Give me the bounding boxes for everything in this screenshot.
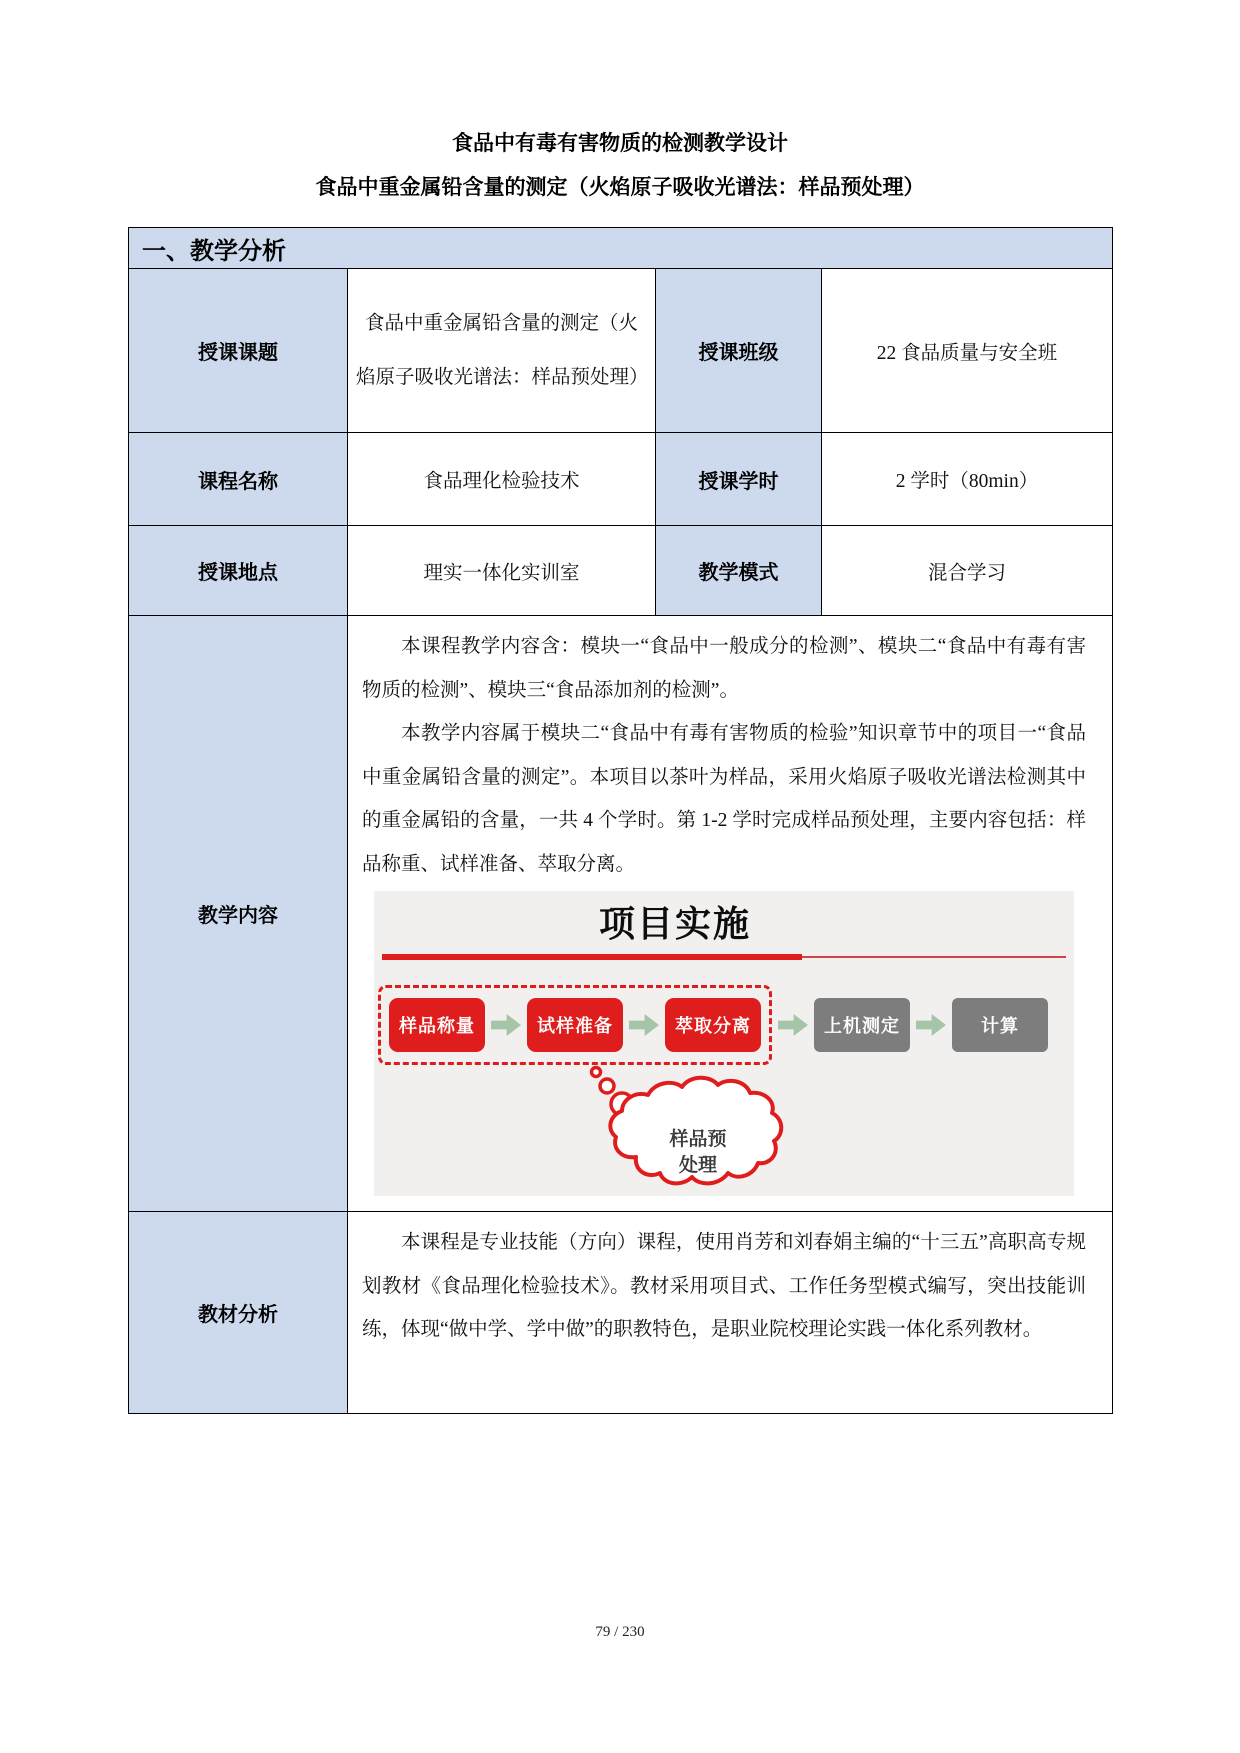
project-implementation-figure bbox=[374, 891, 1074, 1196]
teaching-analysis-table bbox=[128, 227, 1113, 1414]
course-topic-value: 食品中重金属铅含量的测定（火焰原子吸收光谱法：样品预处理） bbox=[348, 269, 656, 432]
arrow-right-icon bbox=[491, 1013, 521, 1037]
teaching-content-label: 教学内容 bbox=[129, 616, 348, 1211]
table-row bbox=[129, 1212, 1112, 1413]
course-name-label: 课程名称 bbox=[129, 433, 348, 525]
material-analysis-label: 教材分析 bbox=[129, 1212, 348, 1413]
document-subtitle: 食品中重金属铅含量的测定（火焰原子吸收光谱法：样品预处理） bbox=[315, 176, 925, 199]
location-value: 理实一体化实训室 bbox=[348, 526, 656, 615]
class-value: 22 食品质量与安全班 bbox=[876, 342, 1058, 364]
process-flow bbox=[378, 985, 1048, 1065]
figure-rule-thick bbox=[382, 954, 802, 960]
table-row bbox=[129, 269, 1112, 433]
teaching-content-paragraph: 本教学内容属于模块二“食品中有毒有害物质的检验”知识章节中的项目一“食品中重金属铅含量的测定”。本项目以茶叶为样品，采用火焰原子吸收光谱法检测其中的重金属铅的含量，一共 4 个学时。第 1-2 学时完成样品预处理，主要内容包括：样品称重、试样准备、萃取分离。 bbox=[362, 723, 1086, 875]
document-title: 食品中有毒有害物质的检测教学设计 bbox=[452, 132, 788, 155]
cloud-text-line2: 处理 bbox=[678, 1155, 718, 1176]
class-label: 授课班级 bbox=[656, 269, 822, 432]
step-sample-preparation: 试样准备 bbox=[527, 998, 623, 1052]
thought-cloud bbox=[570, 1065, 820, 1197]
arrow-right-icon bbox=[778, 1013, 808, 1037]
teaching-content-paragraph: 本课程教学内容含：模块一“食品中一般成分的检测”、模块二“食品中有毒有害物质的检测”、模块三“食品添加剂的检测”。 bbox=[362, 636, 1086, 701]
figure-title: 项目实施 bbox=[598, 903, 751, 944]
mode-value: 混合学习 bbox=[927, 562, 1006, 584]
location-label: 授课地点 bbox=[129, 526, 348, 615]
hours-label: 授课学时 bbox=[656, 433, 822, 525]
figure-rule-thin bbox=[802, 956, 1066, 958]
course-topic-label: 授课课题 bbox=[129, 269, 348, 432]
hours-value: 2 学时（80min） bbox=[895, 471, 1039, 492]
arrow-right-icon bbox=[629, 1013, 659, 1037]
table-row bbox=[129, 433, 1112, 526]
teaching-content-cell bbox=[348, 616, 1112, 1211]
material-analysis-paragraph: 本课程是专业技能（方向）课程，使用肖芳和刘春娟主编的“十三五”高职高专规划教材《食品理化检验技术》。教材采用项目式、工作任务型模式编写，突出技能训练，体现“做中学、学中做”的职教特色，是职业院校理论实践一体化系列教材。 bbox=[362, 1232, 1086, 1340]
mode-label: 教学模式 bbox=[656, 526, 822, 615]
page-number: 79 / 230 bbox=[595, 1624, 645, 1640]
step-instrument-measurement: 上机测定 bbox=[814, 998, 910, 1052]
sample-pretreatment-dashed-outline bbox=[378, 985, 772, 1065]
step-sample-weighing: 样品称量 bbox=[389, 998, 485, 1052]
step-calculation: 计算 bbox=[952, 998, 1048, 1052]
section-heading: 一、教学分析 bbox=[129, 228, 1112, 269]
step-extraction-separation: 萃取分离 bbox=[665, 998, 761, 1052]
arrow-right-icon bbox=[916, 1013, 946, 1037]
material-analysis-cell bbox=[348, 1212, 1112, 1413]
table-row bbox=[129, 526, 1112, 616]
cloud-text-line1: 样品预 bbox=[669, 1129, 727, 1150]
table-row bbox=[129, 616, 1112, 1212]
course-name-value: 食品理化检验技术 bbox=[348, 433, 656, 525]
